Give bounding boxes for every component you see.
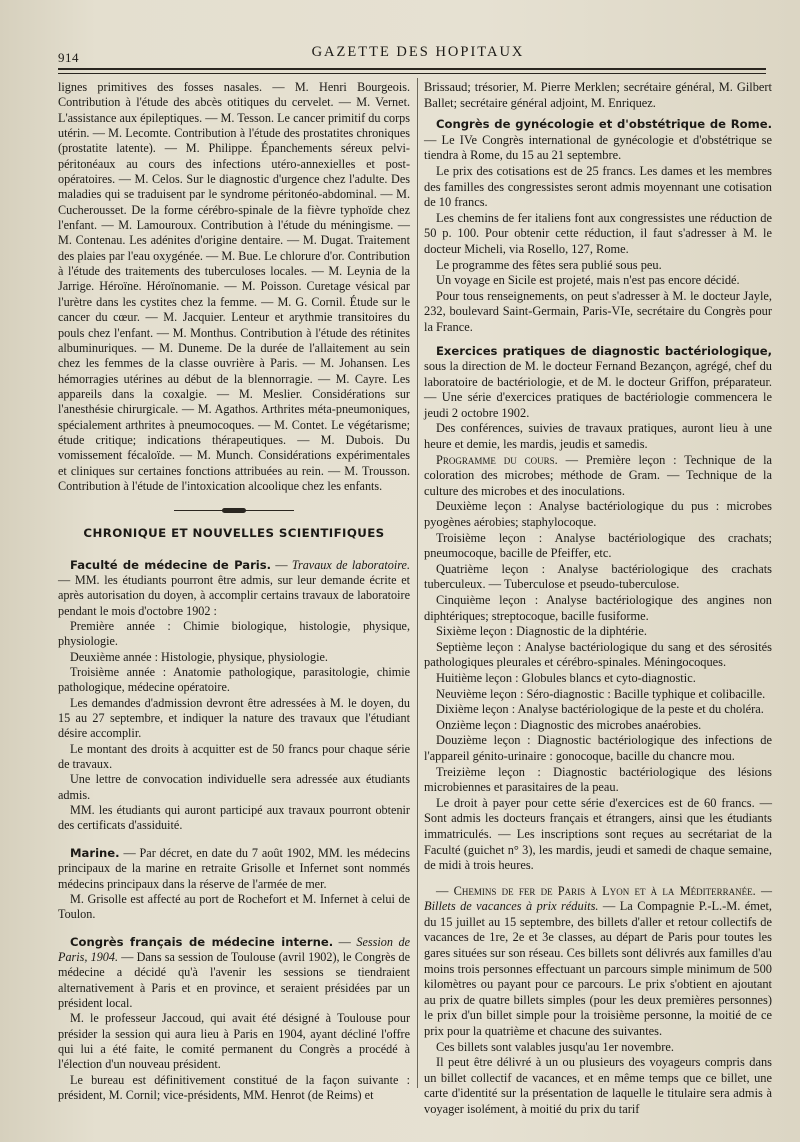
header-rule	[58, 68, 766, 74]
page-number: 914	[58, 50, 79, 65]
faculte-paragraph-8: MM. les étudiants qui auront participé aux travaux pourront obtenir des certificats d'assiduité.	[58, 803, 410, 833]
lecon-7: Septième leçon : Analyse bactériologique du sang et des sérosités pathologiques pleurales et cérébro-spinales. Méningocoques.	[424, 639, 772, 670]
left-column	[58, 80, 410, 1103]
faculte-paragraph-3: Deuxième année : Histologie, physique, physiologie.	[70, 649, 328, 664]
congres-paragraph-3: Le bureau est définitivement constitué de la façon suivante : président, M. Cornil; vice-présidents, MM. Henrot (de Reims) et	[58, 1072, 410, 1102]
page-header	[58, 44, 778, 68]
marine-heading: Marine.	[70, 845, 120, 860]
faculte-subheading: Travaux de laboratoire.	[291, 557, 410, 572]
congres-subheading: Session de Paris, 1904.	[58, 934, 410, 964]
faculte-text: — MM. les étudiants pourront être admis, sur leur demande écrite et après autorisation du doyen, à accomplir certains travaux de laboratoire pendant le mois d'octobre 1902 :	[58, 572, 410, 618]
rome-paragraph-2: Le prix des cotisations est de 25 francs. Les dames et les membres des familles des congressistes seront admis moyennant une cotisation de 10 francs.	[424, 163, 772, 210]
exercices-fees-paragraph: Le droit à payer pour cette série d'exercices est de 60 francs. — Sont admis les docteurs français et étrangers, ainsi que les étudiants immatriculés. — Les inscriptions sont reçues au secrétariat de la Faculté (guichet n° 3), les mardis, jeudi et samedi de chaque semaine, de midi à trois heures.	[424, 795, 772, 873]
railway-paragraph-2: Ces billets sont valables jusqu'au 1er novembre.	[436, 1039, 674, 1054]
lecon-6: Sixième leçon : Diagnostic de la diphtérie.	[436, 624, 647, 639]
programme-label: Programme du cours.	[436, 452, 558, 467]
exercices-text: sous la direction de M. le docteur Fernand Bezançon, agrégé, chef du laboratoire de bactériologie, et de M. le docteur Griffon, préparateur. — Une série d'exercices pratiques de bactériologie commencera le jeudi 2 octobre 1902.	[424, 359, 772, 420]
faculte-paragraph-4: Troisième année : Anatomie pathologique, parasitologie, chimie pathologique, médecine opératoire.	[58, 665, 410, 695]
rome-text: — Le IVe Congrès international de gynécologie et d'obstétrique se tiendra à Rome, du 15 au 21 septembre.	[424, 132, 772, 163]
faculte-paragraph: Faculté de médecine de Paris. — Travaux de laboratoire. — MM. les étudiants pourront être admis, sur leur demande écrite et après autorisation du doyen, à accomplir certains travaux de laboratoire pendant le mois d'octobre 1902 :	[58, 557, 410, 618]
marine-paragraph-2: M. Grisolle est affecté au port de Rochefort et M. Infernet à celui de Toulon.	[58, 891, 410, 922]
exercices-paragraph	[424, 344, 772, 422]
lecon-10: Dixième leçon : Analyse bactériologique de la peste et du choléra.	[436, 702, 764, 717]
lecon-3: Troisième leçon : Analyse bactériologique des crachats; pneumocoque, bacille de Pfeiffer, etc.	[424, 530, 772, 561]
running-title: GAZETTE DES HOPITAUX	[311, 44, 525, 60]
faculte-paragraph-6: Le montant des droits à acquitter est de 50 francs pour chaque série de travaux.	[58, 741, 410, 772]
railway-subheading: — Billets de vacances à prix réduits.	[424, 883, 772, 914]
right-column	[424, 80, 772, 1118]
exercices-paragraph-2: Des conférences, suivies de travaux pratiques, auront lieu à une heure et demie, les mardis, jeudis et samedis.	[424, 421, 772, 452]
lecon-11: Onzième leçon : Diagnostic des microbes anaérobies.	[436, 717, 702, 732]
rome-paragraph-3: Les chemins de fer italiens font aux congressistes une réduction de 50 p. 100. Pour obtenir cette réduction, il faut s'adresser à M. le docteur Micheli, via Rosello, 127, Rome.	[424, 210, 772, 256]
railway-heading: — Chemins de fer de Paris à Lyon et à la Méditerranée.	[436, 883, 756, 898]
lecon-5: Cinquième leçon : Analyse bactériologique des angines non diphtériques; streptocoque, bacille fusiforme.	[424, 593, 772, 623]
railway-paragraph	[424, 884, 772, 1040]
exercices-heading: Exercices pratiques de diagnostic bactériologique,	[436, 343, 772, 358]
congres-heading: Congrès français de médecine interne.	[70, 934, 334, 949]
faculte-paragraph-2: Première année : Chimie biologique, histologie, physique, physiologie.	[58, 619, 410, 649]
thesis-list-paragraph: lignes primitives des fosses nasales. — M. Henri Bourgeois. Contribution à l'étude des abcès otitiques du cervelet. — M. Vernet. L'assistance aux épileptiques. — M. Tesson. Le cancer primitif du corps utérin. — M. Lecomte. Contribution à l'étude des prostatites chroniques (prostatite latente). — M. Philippe. Épanchements séreux pelvi-péritonéaux au cours des infections utéro-annexielles et post-opératoires. — M. Celos. Sur le diagnostic d'urgence chez l'adulte. Des maladies qui se traduisent par le syndrome péritonéo-abdominal. — M. Cucherousset. De la forme cérébro-spinale de la fièvre typhoïde chez l'enfant. — M. Lamouroux. Contribution à l'étude du méningisme. — M. Contenau. Les adénites d'origine dentaire. — M. Dugat. Traitement des plaies par l'eau oxygénée. — M. Bue. Le chlorure d'or. Contribution à l'étude des traitements des tuberculoses locales. — M. Leynia de la Jarrige. Héroïne. Héroïnomanie. — M. Poisson. Curetage vésical par l'urètre dans les cystites chez la femme. — M. G. Cornil. Étude sur le cancer du cœur. — M. Jacquier. Lenteur et arythmie transitoires du pouls chez l'enfant. — M. Monthus. Contribution à l'étude des rétinites albuminuriques. — M. Duneme. De la durée de l'allaitement au sein chez les femmes de la classe ouvrière à Paris. — M. Johansen. Les hémorragies utérines au début de la blennorragie. — M. Cayre. Les appareils dans la coxalgie. — M. Meslier. Considérations sur l'anesthésie chirurgicale. — M. Agathos. Arthrites méta-pneumoniques, spécialement arthrites à pneumocoques. — M. Contet. Le végétarisme; étude critique; indications thérapeutiques. — M. Dubois. Du vomissement fécaloïde. — M. Munch. Considérations expérimentales et cliniques sur certaines fonctions attribuées au rein. — M. Trousson. Contribution à l'étude de l'intoxication alcoolique chez les enfants.	[58, 80, 410, 493]
column-divider	[417, 78, 418, 1088]
lecon-12: Douzième leçon : Diagnostic bactériologique des infections de l'appareil génito-urinaire : gonocoque, bacille du chancre mou.	[424, 733, 772, 763]
rome-heading: Congrès de gynécologie et d'obstétrique de Rome.	[436, 117, 772, 132]
congres-text: — Dans sa session de Toulouse (avril 1902), le Congrès de médecine a décidé qu'à l'avenir les sessions se tiendraient alternativement à Paris et en province, et seraient présidées par un président local.	[58, 949, 411, 1010]
lecon-8: Huitième leçon : Globules blancs et cyto-diagnostic.	[436, 670, 696, 685]
rome-paragraph-4: Le programme des fêtes sera publié sous peu.	[436, 257, 662, 272]
rome-paragraph-6: Pour tous renseignements, on peut s'adresser à M. le docteur Jayle, 232, boulevard Saint-Germain, Paris-VIe, secrétaire du Congrès pour la France.	[424, 288, 772, 334]
lecon-4: Quatrième leçon : Analyse bactériologique des crachats tuberculeux. — Tuberculose et pseudo-tuberculose.	[424, 561, 772, 592]
lecon-13: Treizième leçon : Diagnostic bactériologique des lésions microbiennes et parasitaires de la peau.	[424, 764, 772, 795]
congres-paragraph: Congrès français de médecine interne. — Session de Paris, 1904. — Dans sa session de Toulouse (avril 1902), le Congrès de médecine a décidé qu'à l'avenir les sessions se tiendraient alternativement à Paris et en province, et seraient présidées par un président local.	[58, 934, 411, 1010]
programme-paragraph	[424, 453, 772, 500]
marine-paragraph	[58, 846, 410, 892]
rome-paragraph	[424, 117, 772, 164]
section-ornament	[174, 506, 294, 516]
programme-text: — Première leçon : Technique de la coloration des microbes; méthode de Gram. — Technique de la culture des microbes et des inoculations.	[424, 452, 773, 498]
railway-paragraph-3: Il peut être délivré à un ou plusieurs des voyageurs compris dans un billet collectif de vacances, et en même temps que ce billet, une carte d'identité sur la présentation de laquelle le titulaire sera admis à voyager isolément, à moitié du prix du tarif	[424, 1055, 772, 1116]
lecon-2: Deuxième leçon : Analyse bactériologique du pus : microbes pyogènes aérobies; staphylocoque.	[424, 499, 772, 530]
marine-text: — Par décret, en date du 7 août 1902, MM. les médecins principaux de la marine en retraite Grisolle et Infernet sont nommés médecins principaux dans la réserve de l'armée de mer.	[58, 845, 410, 891]
bureau-continuation: Brissaud; trésorier, M. Pierre Merklen; secrétaire général, M. Gilbert Ballet; secrétaire général adjoint, M. Enriquez.	[424, 80, 772, 110]
section-title: CHRONIQUE ET NOUVELLES SCIENTIFIQUES	[83, 526, 385, 541]
railway-text: — La Compagnie P.-L.-M. émet, du 15 juillet au 15 septembre, des billets d'aller et retour collectifs de vacances de 1re, 2e et 3e classes, au départ de Paris pour toutes les gares situées sur son réseau. Ces billets sont délivrés aux familles d'au moins trois personnes effectuant un parcours simple minimum de 500 kilomètres ou payant pour ce parcours. Le prix s'obtient en ajoutant au prix de quatre billets simples (pour les deux premières personnes) le prix d'un billet simple pour la troisième personne, la moitié de ce prix pour la quatrième et chacune des suivantes.	[424, 899, 772, 1039]
faculte-paragraph-7: Une lettre de convocation individuelle sera adressée aux étudiants admis.	[58, 772, 410, 802]
faculte-paragraph-5: Les demandes d'admission devront être adressées à M. le doyen, du 15 au 27 septembre, et indiquer la nature des travaux que l'étudiant désire accomplir.	[58, 695, 410, 741]
rome-paragraph-5: Un voyage en Sicile est projeté, mais n'est pas encore décidé.	[436, 273, 740, 288]
lecon-9: Neuvième leçon : Séro-diagnostic : Bacille typhique et colibacille.	[436, 686, 766, 701]
congres-paragraph-2: M. le professeur Jaccoud, qui avait été désigné à Toulouse pour présider la session qui aura lieu à Paris en 1904, ayant décliné l'offre qui lui a été faite, le comité permanent du Congrès a procédé à l'élection d'un nouveau président.	[58, 1011, 410, 1072]
faculte-heading: Faculté de médecine de Paris.	[70, 557, 272, 572]
